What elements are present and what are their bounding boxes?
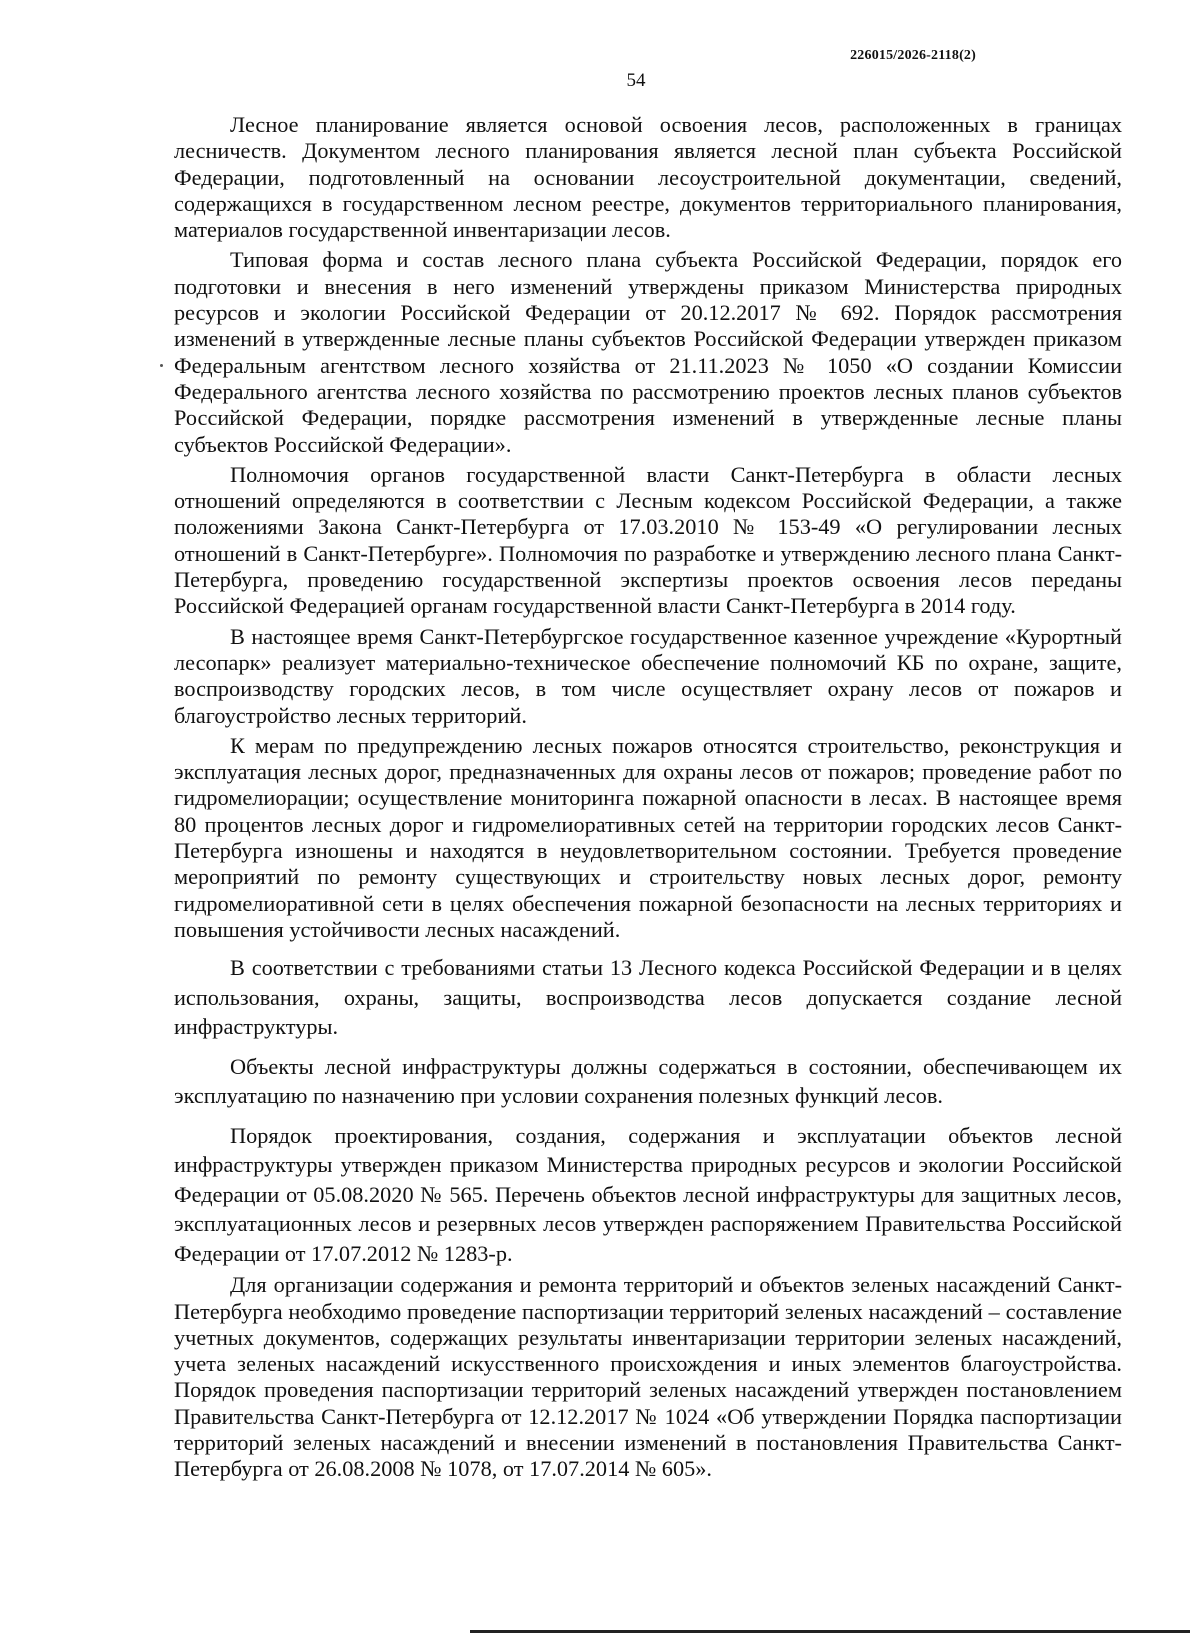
- page-number: 54: [626, 70, 646, 91]
- paragraph-authority-powers: Полномочия органов государственной власти Санкт-Петербурга в области лесных отношений определяются в соответствии с Лесным кодексом Российской Федерации, а также положениями Закона Санкт-Петербурга от 17.03.2010 № 153-49 «О регулировании лесных отношений в Санкт-Петербурге». Полномочия по разработке и утверждению лесного плана Санкт-Петербурга, проведению государственной экспертизы проектов освоения лесов переданы Российской Федерацией органам государственной власти Санкт-Петербурга в 2014 году.: [174, 461, 1122, 619]
- paragraph-infrastructure-maintenance: Объекты лесной инфраструктуры должны содержаться в состоянии, обеспечивающем их эксплуатацию по назначению при условии сохранения полезных функций лесов.: [174, 1053, 1122, 1109]
- document-registration-number: 226015/2026-2118(2): [850, 48, 976, 63]
- scan-speck: [160, 364, 163, 367]
- paragraph-forest-plan-form: Типовая форма и состав лесного плана субъекта Российской Федерации, порядок его подготовки и внесения в него изменений утверждены приказом Министерства природных ресурсов и экологии Российской Федерации от 20.12.2017 № 692. Порядок рассмотрения изменений в утвержденные лесные планы субъектов Российской Федерации утвержден приказом Федеральным агентством лесного хозяйства от 21.11.2023 № 1050 «О создании Комиссии Федерального агентства лесного хозяйства по рассмотрению проектов лесных планов субъектов Российской Федерации, порядке рассмотрения изменений в утвержденные лесные планы субъектов Российской Федерации».: [174, 247, 1122, 457]
- paragraph-fire-prevention: К мерам по предупреждению лесных пожаров относятся строительство, реконструкция и эксплуатация лесных дорог, предназначенных для охраны лесов от пожаров; проведение работ по гидромелиорации; осуществление мониторинга пожарной опасности в лесах. В настоящее время 80 процентов лесных дорог и гидромелиоративных сетей на территории городских лесов Санкт-Петербурга изношены и находятся в неудовлетворительном состоянии. Требуется проведение мероприятий по ремонту существующих и строительству новых лесных дорог, ремонту гидромелиоративной сети в целях обеспечения пожарной безопасности на лесных территориях и повышения устойчивости лесных насаждений.: [174, 732, 1122, 942]
- paragraph-green-space-passports: Для организации содержания и ремонта территорий и объектов зеленых насаждений Санкт-Петербурга необходимо проведение паспортизации территорий зеленых насаждений – составление учетных документов, содержащих результаты инвентаризации территории зеленых насаждений, учета зеленых насаждений искусственного происхождения и иных элементов благоустройства. Порядок проведения паспортизации территорий зеленых насаждений утвержден постановлением Правительства Санкт-Петербурга от 12.12.2017 № 1024 «Об утверждении Порядка паспортизации территорий зеленых насаждений и внесении изменений в постановления Правительства Санкт-Петербурга от 26.08.2008 № 1078, от 17.07.2014 № 605».: [174, 1272, 1122, 1482]
- paragraph-infrastructure-order: Порядок проектирования, создания, содержания и эксплуатации объектов лесной инфраструктуры утвержден приказом Министерства природных ресурсов и экологии Российской Федерации от 05.08.2020 № 565. Перечень объектов лесной инфраструктуры для защитных лесов, эксплуатационных лесов и резервных лесов утвержден распоряжением Правительства Российской Федерации от 17.07.2012 № 1283-р.: [174, 1122, 1122, 1266]
- paragraph-forest-planning: Лесное планирование является основой освоения лесов, расположенных в границах лесничеств. Документом лесного планирования является лесной план субъекта Российской Федерации, подготовленный на основании лесоустроительной документации, сведений, содержащихся в государственном лесном реестре, документов территориального планирования, материалов государственной инвентаризации лесов.: [174, 112, 1122, 243]
- paragraph-forest-infrastructure: В соответствии с требованиями статьи 13 Лесного кодекса Российской Федерации и в целях использования, охраны, защиты, воспроизводства лесов допускается создание лесной инфраструктуры.: [174, 955, 1122, 1040]
- document-body: [174, 112, 1122, 1483]
- paragraph-resort-forest-park: В настоящее время Санкт-Петербургское государственное казенное учреждение «Курортный лесопарк» реализует материально-техническое обеспечение полномочий КБ по охране, защите, воспроизводству городских лесов, в том числе осуществляет охрану лесов от пожаров и благоустройство лесных территорий.: [174, 623, 1122, 728]
